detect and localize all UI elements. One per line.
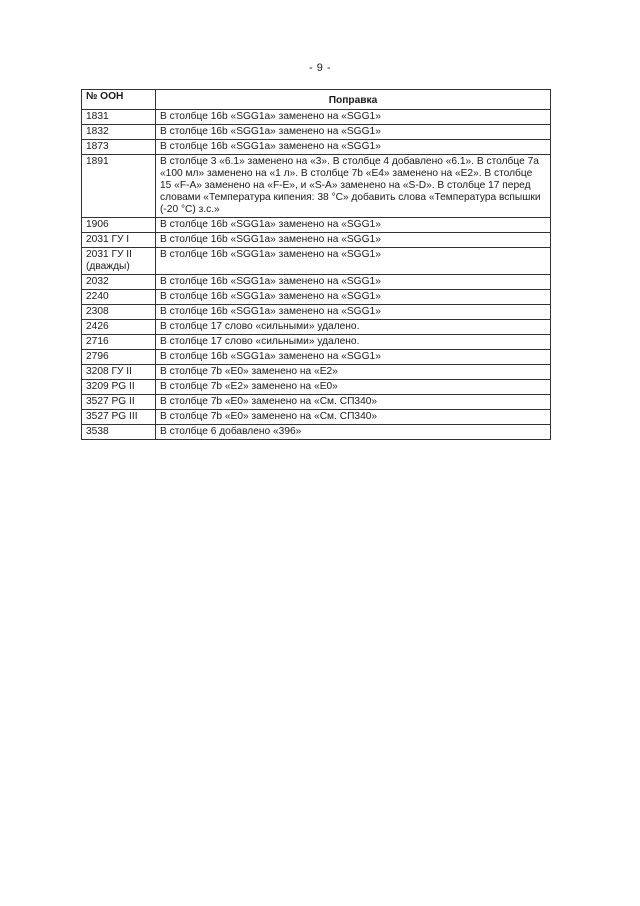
table-header bbox=[82, 90, 551, 110]
table-row bbox=[82, 248, 551, 275]
un-number-cell: 3209 PG II bbox=[82, 380, 156, 395]
amendment-cell: В столбце 16b «SGG1a» заменено на «SGG1» bbox=[156, 125, 551, 140]
un-number-cell: 1891 bbox=[82, 155, 156, 218]
page-number: - 9 - bbox=[308, 62, 332, 74]
header-amendment: Поправка bbox=[156, 90, 551, 110]
table-row bbox=[82, 380, 551, 395]
un-number-cell: 1831 bbox=[82, 110, 156, 125]
amendment-cell: В столбце 6 добавлено «396» bbox=[156, 425, 551, 440]
amendment-cell: В столбце 3 «6.1» заменено на «3». В столбце 4 добавлено «6.1». В столбце 7a «100 мл» заменено на «1 л». В столбце 7b «E4» заменено на «E2». В столбце 15 «F-A» заменено на «F-E», и «S-A» заменено на «S-D». В столбце 17 перед словами «Температура кипения: 38 °C» добавить слова «Температура вспышки (-20 °C) з.с.» bbox=[156, 155, 551, 218]
un-number-cell: 2308 bbox=[82, 305, 156, 320]
un-number-cell: 2426 bbox=[82, 320, 156, 335]
amendment-cell: В столбце 16b «SGG1a» заменено на «SGG1» bbox=[156, 110, 551, 125]
table-row bbox=[82, 365, 551, 380]
table-row bbox=[82, 110, 551, 125]
amendment-cell: В столбце 16b «SGG1a» заменено на «SGG1» bbox=[156, 218, 551, 233]
un-number-cell: 1832 bbox=[82, 125, 156, 140]
table-row bbox=[82, 425, 551, 440]
amendment-cell: В столбце 16b «SGG1a» заменено на «SGG1» bbox=[156, 305, 551, 320]
table-row bbox=[82, 275, 551, 290]
table-row bbox=[82, 140, 551, 155]
un-number-cell: 2716 bbox=[82, 335, 156, 350]
un-number-cell: 1906 bbox=[82, 218, 156, 233]
amendment-cell: В столбце 7b «E0» заменено на «E2» bbox=[156, 365, 551, 380]
un-number-cell: 2031 ГУ II (дважды) bbox=[82, 248, 156, 275]
table-row bbox=[82, 155, 551, 218]
header-row bbox=[82, 90, 551, 110]
amendment-cell: В столбце 17 слово «сильными» удалено. bbox=[156, 320, 551, 335]
table-row bbox=[82, 410, 551, 425]
table-row bbox=[82, 395, 551, 410]
header-un-number: № ООН bbox=[82, 90, 156, 110]
table-row bbox=[82, 305, 551, 320]
table-row bbox=[82, 290, 551, 305]
table-row bbox=[82, 335, 551, 350]
amendment-cell: В столбце 16b «SGG1a» заменено на «SGG1» bbox=[156, 275, 551, 290]
un-number-cell: 2031 ГУ I bbox=[82, 233, 156, 248]
amendment-cell: В столбце 7b «E0» заменено на «См. СП340» bbox=[156, 395, 551, 410]
amendments-table bbox=[81, 89, 551, 440]
amendment-cell: В столбце 16b «SGG1a» заменено на «SGG1» bbox=[156, 350, 551, 365]
un-number-cell: 2240 bbox=[82, 290, 156, 305]
amendment-cell: В столбце 7b «E0» заменено на «См. СП340» bbox=[156, 410, 551, 425]
un-number-cell: 3538 bbox=[82, 425, 156, 440]
un-number-cell: 3527 PG III bbox=[82, 410, 156, 425]
table-row bbox=[82, 350, 551, 365]
un-number-cell: 3527 PG II bbox=[82, 395, 156, 410]
amendment-cell: В столбце 17 слово «сильными» удалено. bbox=[156, 335, 551, 350]
amendment-cell: В столбце 16b «SGG1a» заменено на «SGG1» bbox=[156, 290, 551, 305]
un-number-cell: 2032 bbox=[82, 275, 156, 290]
amendment-cell: В столбце 16b «SGG1a» заменено на «SGG1» bbox=[156, 248, 551, 275]
un-number-cell: 2796 bbox=[82, 350, 156, 365]
amendment-cell: В столбце 7b «E2» заменено на «E0» bbox=[156, 380, 551, 395]
amendment-cell: В столбце 16b «SGG1a» заменено на «SGG1» bbox=[156, 233, 551, 248]
un-number-cell: 3208 ГУ II bbox=[82, 365, 156, 380]
table-row bbox=[82, 218, 551, 233]
table-row bbox=[82, 320, 551, 335]
table-row bbox=[82, 233, 551, 248]
table-row bbox=[82, 125, 551, 140]
table-body bbox=[82, 110, 551, 440]
un-number-cell: 1873 bbox=[82, 140, 156, 155]
amendment-cell: В столбце 16b «SGG1a» заменено на «SGG1» bbox=[156, 140, 551, 155]
